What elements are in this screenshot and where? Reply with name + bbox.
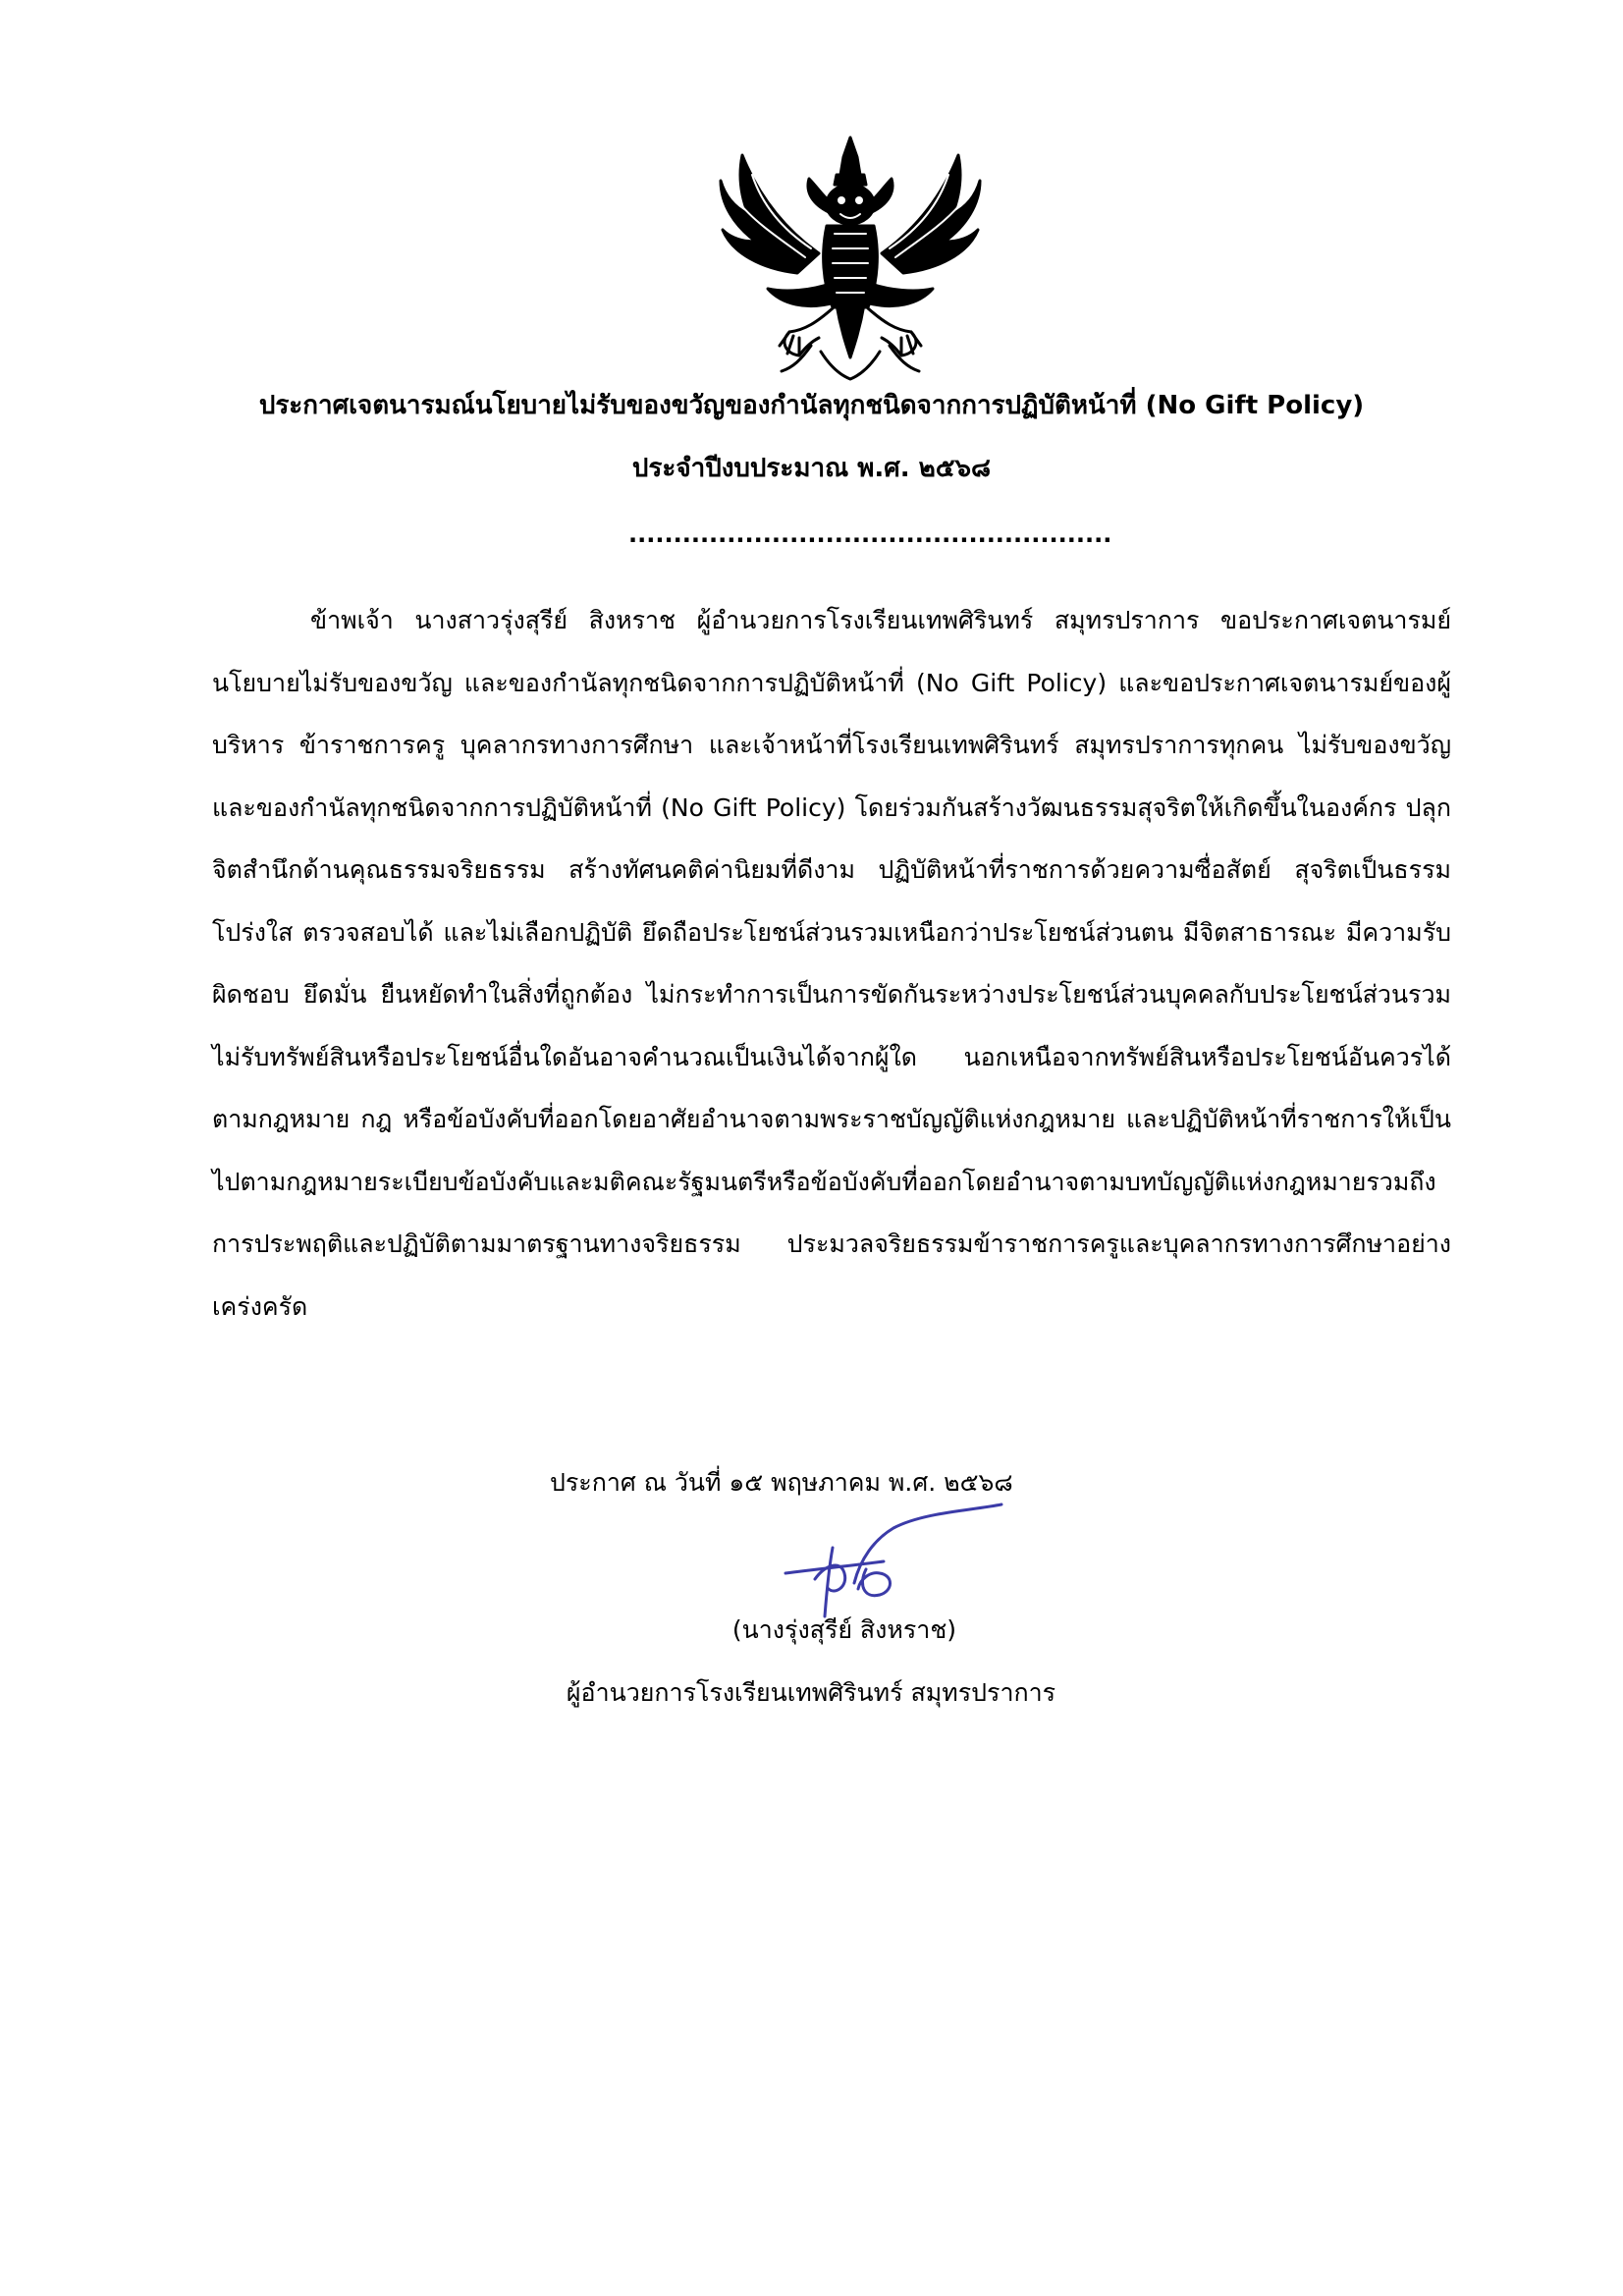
handwritten-signature-icon [756, 1501, 1011, 1628]
fiscal-year-subtitle: ประจำปีงบประมาณ พ.ศ. ๒๕๖๘ [631, 454, 992, 483]
garuda-emblem-icon [703, 136, 998, 381]
announcement-title: ประกาศเจตนารมณ์นโยบายไม่รับของขวัญของกำนัลทุกชนิดจากการปฏิบัติหน้าที่ (No Gift Policy) [258, 391, 1365, 420]
signatory-position: ผู้อำนวยการโรงเรียนเทพศิรินทร์ สมุทรปราการ [566, 1678, 1056, 1707]
announcement-date: ประกาศ ณ วันที่ ๑๕ พฤษภาคม พ.ศ. ๒๕๖๘ [550, 1468, 1013, 1497]
body-paragraph: ข้าพเจ้า นางสาวรุ่งสุรีย์ สิงหราช ผู้อำนวยการโรงเรียนเทพศิรินทร์ สมุทรปราการ ขอประกาศเจตนารมย์นโยบายไม่รับของขวัญ และของกำนัลทุกชนิดจากการปฏิบัติหน้าที่ (No Gift Policy) และขอประกาศเจตนารมย์ของผู้บริหาร ข้าราชการครู บุคลากรทางการศึกษา และเจ้าหน้าที่โรงเรียนเทพศิรินทร์ สมุทรปราการทุกคน ไม่รับของขวัญ และของกำนัลทุกชนิดจากการปฏิบัติหน้าที่ (No Gift Policy) โดยร่วมกันสร้างวัฒนธรรมสุจริตให้เกิดขึ้นในองค์กร ปลุกจิตสำนึกด้านคุณธรรมจริยธรรม สร้างทัศนคติค่านิยมที่ดีงาม ปฏิบัติหน้าที่ราชการด้วยความซื่อสัตย์ สุจริตเป็นธรรม โปร่งใส ตรวจสอบได้ และไม่เลือกปฏิบัติ ยึดถือประโยชน์ส่วนรวมเหนือกว่าประโยชน์ส่วนตน มีจิตสาธารณะ มีความรับผิดชอบ ยึดมั่น ยืนหยัดทำในสิ่งที่ถูกต้อง ไม่กระทำการเป็นการขัดกันระหว่างประโยชน์ส่วนบุคคลกับประโยชน์ส่วนรวม ไม่รับทรัพย์สินหรือประโยชน์อื่นใดอันอาจคำนวณเป็นเงินได้จากผู้ใด นอกเหนือจากทรัพย์สินหรือประโยชน์อันควรได้ตามกฎหมาย กฎ หรือข้อบังคับที่ออกโดยอาศัยอำนาจตามพระราชบัญญัติแห่งกฎหมาย และปฏิบัติหน้าที่ราชการให้เป็นไปตามกฎหมายระเบียบข้อบังคับและมติคณะรัฐมนตรีหรือข้อบังคับที่ออกโดยอำนาจตามบทบัญญัติแห่งกฎหมายรวมถึงการประพฤติและปฏิบัติตามมาตรฐานทางจริยธรรม ประมวลจริยธรรมข้าราชการครูและบุคลากรทางการศึกษาอย่างเคร่งครัด [212, 606, 1451, 1321]
dotted-divider: ...................................................... [628, 520, 1112, 548]
signatory-name: (นางรุ่งสุรีย์ สิงหราช) [731, 1615, 957, 1644]
